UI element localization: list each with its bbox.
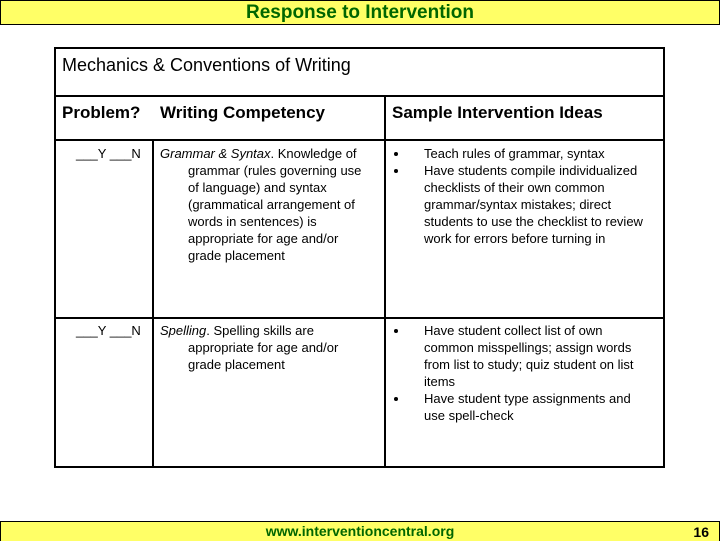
column-divider-2 bbox=[384, 95, 386, 466]
row-divider bbox=[56, 317, 663, 319]
bullet-icon bbox=[394, 152, 398, 156]
competency-title: Spelling bbox=[160, 323, 207, 338]
list-item: Teach rules of grammar, syntax bbox=[390, 145, 662, 162]
footer-bar bbox=[0, 521, 720, 541]
competency-title: Grammar & Syntax bbox=[160, 146, 271, 161]
problem-yes-no: ___Y ___N bbox=[76, 323, 141, 338]
intervention-ideas-list bbox=[390, 322, 662, 424]
intervention-ideas-list bbox=[390, 145, 662, 247]
banner-title: Response to Intervention bbox=[245, 1, 475, 23]
header-problem: Problem? bbox=[62, 103, 141, 122]
page-number: 16 bbox=[693, 524, 709, 540]
competency-description: Grammar & Syntax. Knowledge of grammar (rules governing use of language) and syntax (grammatical arrangement of words in sentences) is appropriate for age and/or grade placement bbox=[160, 146, 362, 263]
problem-yes-no: ___Y ___N bbox=[76, 146, 141, 161]
bullet-icon bbox=[394, 397, 398, 401]
column-divider-1 bbox=[152, 139, 154, 466]
list-item: Have student type assignments and use spell-check bbox=[390, 390, 662, 424]
header-ideas: Sample Intervention Ideas bbox=[392, 103, 603, 122]
list-item: Have students compile individualized checklists of their own common grammar/syntax mistakes; direct students to use the checklist to review work for errors before turning in bbox=[390, 162, 662, 247]
intervention-table bbox=[54, 47, 665, 468]
section-title: Mechanics & Conventions of Writing bbox=[56, 49, 663, 97]
list-item: Have student collect list of own common misspellings; assign words from list to study; quiz student on list items bbox=[390, 322, 662, 390]
bullet-icon bbox=[394, 329, 398, 333]
title-banner bbox=[0, 0, 720, 25]
footer-url[interactable]: www.interventioncentral.org bbox=[265, 523, 455, 539]
header-competency: Writing Competency bbox=[160, 103, 325, 122]
competency-description: Spelling. Spelling skills are appropriate for age and/or grade placement bbox=[160, 323, 339, 372]
bullet-icon bbox=[394, 169, 398, 173]
header-divider bbox=[56, 139, 663, 141]
